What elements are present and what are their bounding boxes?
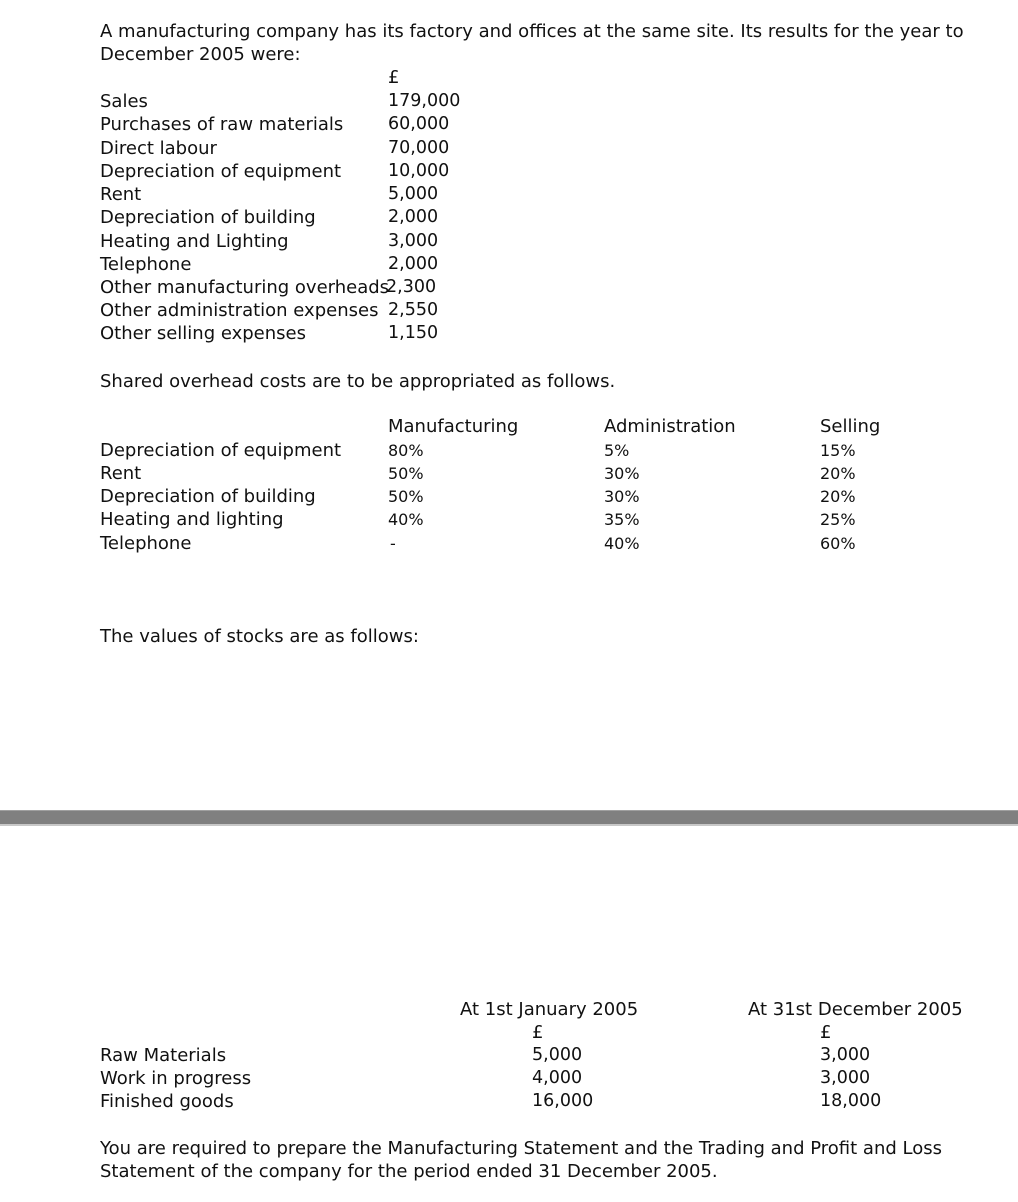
stock-row-label: Finished goods bbox=[100, 1091, 234, 1112]
shared-row-label: Telephone bbox=[100, 533, 192, 554]
stock-jan-value: 16,000 bbox=[532, 1091, 594, 1111]
column-header-selling: Selling bbox=[820, 416, 881, 437]
column-header-manufacturing: Manufacturing bbox=[388, 416, 519, 437]
administration-share: 5% bbox=[604, 441, 630, 460]
results-value: 2,000 bbox=[388, 207, 439, 227]
results-value: 5,000 bbox=[388, 184, 439, 204]
column-header-dec: At 31st December 2005 bbox=[748, 999, 963, 1020]
selling-share: 20% bbox=[820, 487, 856, 506]
results-label: Rent bbox=[100, 184, 142, 205]
requirement-text: You are required to prepare the Manufacturing Statement and the Trading and Profit and Loss Statement of the company for the period ended 31 December 2005. bbox=[100, 1138, 942, 1182]
results-label: Other manufacturing overheads bbox=[100, 277, 390, 298]
results-value: 179,000 bbox=[388, 91, 461, 111]
manufacturing-share: 40% bbox=[388, 510, 424, 529]
column-header-administration: Administration bbox=[604, 416, 736, 437]
stock-dec-value: 3,000 bbox=[820, 1045, 871, 1065]
shared-row-label: Heating and lighting bbox=[100, 509, 284, 530]
stock-dec-value: 18,000 bbox=[820, 1091, 882, 1111]
results-value: 2,550 bbox=[388, 300, 439, 320]
manufacturing-share: - bbox=[390, 534, 396, 553]
dec-currency: £ bbox=[820, 1022, 832, 1043]
selling-share: 20% bbox=[820, 464, 856, 483]
selling-share: 25% bbox=[820, 510, 856, 529]
results-label: Other selling expenses bbox=[100, 323, 306, 344]
results-value: 2,000 bbox=[388, 254, 439, 274]
results-label: Depreciation of equipment bbox=[100, 161, 342, 182]
results-value: 60,000 bbox=[388, 114, 450, 134]
administration-share: 30% bbox=[604, 487, 640, 506]
administration-share: 40% bbox=[604, 534, 640, 553]
shared-row-label: Rent bbox=[100, 463, 142, 484]
selling-share: 15% bbox=[820, 441, 856, 460]
results-value: 2,300 bbox=[386, 277, 437, 297]
column-header-jan: At 1st January 2005 bbox=[460, 999, 639, 1020]
results-value: 10,000 bbox=[388, 161, 450, 181]
shared-row-label: Depreciation of equipment bbox=[100, 440, 342, 461]
results-currency-header: £ bbox=[388, 67, 400, 88]
results-value: 70,000 bbox=[388, 138, 450, 158]
results-label: Other administration expenses bbox=[100, 300, 379, 321]
intro-text: A manufacturing company has its factory and offices at the same site. Its results for the year to December 2005 were: bbox=[100, 21, 964, 65]
manufacturing-share: 50% bbox=[388, 464, 424, 483]
page-break-divider bbox=[0, 810, 1018, 826]
administration-share: 35% bbox=[604, 510, 640, 529]
results-label: Heating and Lighting bbox=[100, 231, 289, 252]
results-label: Depreciation of building bbox=[100, 207, 316, 228]
stock-jan-value: 4,000 bbox=[532, 1068, 583, 1088]
manufacturing-share: 50% bbox=[388, 487, 424, 506]
shared-intro-text: Shared overhead costs are to be appropriated as follows. bbox=[100, 371, 616, 392]
results-value: 3,000 bbox=[388, 231, 439, 251]
results-label: Direct labour bbox=[100, 138, 217, 159]
stock-jan-value: 5,000 bbox=[532, 1045, 583, 1065]
jan-currency: £ bbox=[532, 1022, 544, 1043]
stock-row-label: Raw Materials bbox=[100, 1045, 227, 1066]
selling-share: 60% bbox=[820, 534, 856, 553]
stock-row-label: Work in progress bbox=[100, 1068, 252, 1089]
results-label: Sales bbox=[100, 91, 148, 112]
shared-row-label: Depreciation of building bbox=[100, 486, 316, 507]
manufacturing-share: 80% bbox=[388, 441, 424, 460]
results-value: 1,150 bbox=[388, 323, 439, 343]
results-label: Purchases of raw materials bbox=[100, 114, 344, 135]
stocks-intro-text: The values of stocks are as follows: bbox=[100, 626, 419, 647]
stock-dec-value: 3,000 bbox=[820, 1068, 871, 1088]
results-label: Telephone bbox=[100, 254, 192, 275]
administration-share: 30% bbox=[604, 464, 640, 483]
